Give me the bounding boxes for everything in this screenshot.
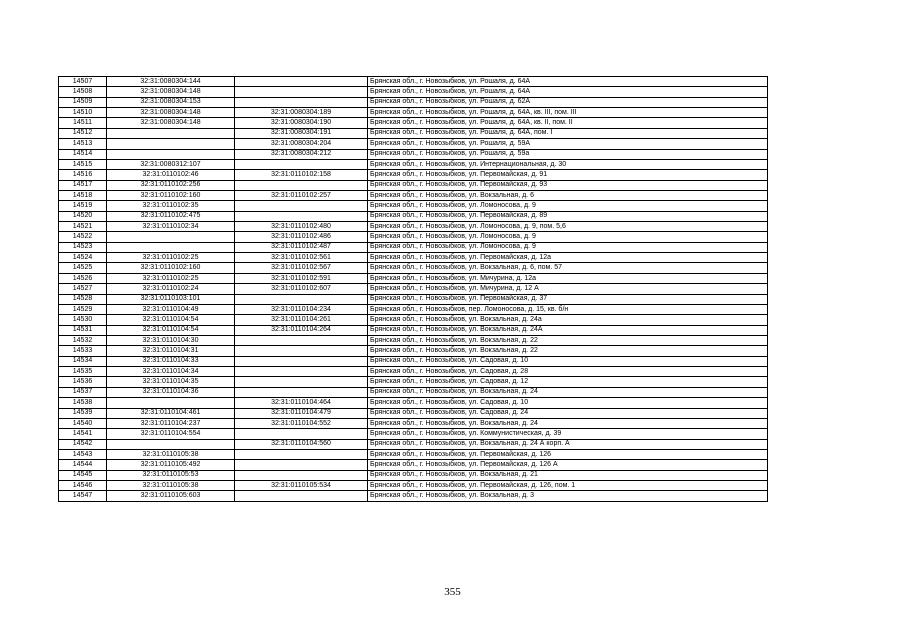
row-number-cell: 14523 — [59, 242, 107, 252]
land-parcel-number-cell — [107, 149, 235, 159]
land-parcel-number-cell: 32:31:0080304:148 — [107, 87, 235, 97]
row-number-cell: 14525 — [59, 263, 107, 273]
table-row — [59, 408, 768, 418]
object-number-cell — [235, 346, 368, 356]
object-number-cell — [235, 77, 368, 87]
cadastral-table — [58, 76, 768, 502]
object-number-cell — [235, 159, 368, 169]
address-cell: Брянская обл., г. Новозыбков, ул. Интернациональная, д. 30 — [368, 159, 768, 169]
address-cell: Брянская обл., г. Новозыбков, ул. Первомайская, д. 91 — [368, 170, 768, 180]
table-row — [59, 232, 768, 242]
address-cell: Брянская обл., г. Новозыбков, ул. Рошаля, д. 62А — [368, 97, 768, 107]
object-number-cell — [235, 335, 368, 345]
land-parcel-number-cell: 32:31:0110105:38 — [107, 449, 235, 459]
address-cell: Брянская обл., г. Новозыбков, пер. Ломоносова, д. 15, кв. б/н — [368, 304, 768, 314]
object-number-cell — [235, 367, 368, 377]
object-number-cell: 32:31:0110104:560 — [235, 439, 368, 449]
address-cell: Брянская обл., г. Новозыбков, ул. Вокзальная, д. 6, пом. 57 — [368, 263, 768, 273]
row-number-cell: 14537 — [59, 387, 107, 397]
land-parcel-number-cell — [107, 439, 235, 449]
table-row — [59, 139, 768, 149]
address-cell: Брянская обл., г. Новозыбков, ул. Первомайская, д. 126, пом. 1 — [368, 481, 768, 491]
row-number-cell: 14511 — [59, 118, 107, 128]
row-number-cell: 14529 — [59, 304, 107, 314]
row-number-cell: 14520 — [59, 211, 107, 221]
row-number-cell: 14508 — [59, 87, 107, 97]
row-number-cell: 14524 — [59, 253, 107, 263]
table-row — [59, 242, 768, 252]
object-number-cell: 32:31:0080304:191 — [235, 128, 368, 138]
address-cell: Брянская обл., г. Новозыбков, ул. Ломоносова, д. 9 — [368, 232, 768, 242]
address-cell: Брянская обл., г. Новозыбков, ул. Вокзальная, д. 22 — [368, 335, 768, 345]
table-row — [59, 128, 768, 138]
address-cell: Брянская обл., г. Новозыбков, ул. Мичурина, д. 12а — [368, 273, 768, 283]
table-row — [59, 481, 768, 491]
land-parcel-number-cell — [107, 139, 235, 149]
land-parcel-number-cell: 32:31:0110104:31 — [107, 346, 235, 356]
table-row — [59, 325, 768, 335]
table-row — [59, 87, 768, 97]
row-number-cell: 14530 — [59, 315, 107, 325]
table-row — [59, 211, 768, 221]
object-number-cell — [235, 449, 368, 459]
table-row — [59, 418, 768, 428]
object-number-cell: 32:31:0110102:158 — [235, 170, 368, 180]
address-cell: Брянская обл., г. Новозыбков, ул. Вокзальная, д. 24 — [368, 418, 768, 428]
object-number-cell: 32:31:0110104:464 — [235, 398, 368, 408]
table-row — [59, 439, 768, 449]
table-row — [59, 377, 768, 387]
object-number-cell: 32:31:0110102:257 — [235, 190, 368, 200]
row-number-cell: 14515 — [59, 159, 107, 169]
land-parcel-number-cell: 32:31:0110104:54 — [107, 325, 235, 335]
object-number-cell: 32:31:0080304:190 — [235, 118, 368, 128]
land-parcel-number-cell: 32:31:0110104:554 — [107, 429, 235, 439]
address-cell: Брянская обл., г. Новозыбков, ул. Рошаля, д. 64А — [368, 87, 768, 97]
table-row — [59, 294, 768, 304]
address-cell: Брянская обл., г. Новозыбков, ул. Коммунистическая, д. 39 — [368, 429, 768, 439]
table-row — [59, 97, 768, 107]
land-parcel-number-cell: 32:31:0110102:25 — [107, 253, 235, 263]
object-number-cell — [235, 387, 368, 397]
address-cell: Брянская обл., г. Новозыбков, ул. Рошаля, д. 64А, кв. II, пом. II — [368, 118, 768, 128]
row-number-cell: 14533 — [59, 346, 107, 356]
address-cell: Брянская обл., г. Новозыбков, ул. Первомайская, д. 126 — [368, 449, 768, 459]
land-parcel-number-cell: 32:31:0110102:34 — [107, 222, 235, 232]
land-parcel-number-cell: 32:31:0080304:148 — [107, 108, 235, 118]
row-number-cell: 14518 — [59, 190, 107, 200]
row-number-cell: 14531 — [59, 325, 107, 335]
object-number-cell: 32:31:0110102:567 — [235, 263, 368, 273]
object-number-cell: 32:31:0110104:552 — [235, 418, 368, 428]
table-row — [59, 180, 768, 190]
row-number-cell: 14539 — [59, 408, 107, 418]
object-number-cell: 32:31:0110105:534 — [235, 481, 368, 491]
cadastral-table-body — [59, 77, 768, 502]
address-cell: Брянская обл., г. Новозыбков, ул. Садовая, д. 28 — [368, 367, 768, 377]
row-number-cell: 14544 — [59, 460, 107, 470]
land-parcel-number-cell: 32:31:0110104:461 — [107, 408, 235, 418]
object-number-cell — [235, 97, 368, 107]
address-cell: Брянская обл., г. Новозыбков, ул. Первомайская, д. 12а — [368, 253, 768, 263]
table-row — [59, 491, 768, 501]
object-number-cell — [235, 87, 368, 97]
address-cell: Брянская обл., г. Новозыбков, ул. Первомайская, д. 37 — [368, 294, 768, 304]
address-cell: Брянская обл., г. Новозыбков, ул. Первомайская, д. 89 — [368, 211, 768, 221]
address-cell: Брянская обл., г. Новозыбков, ул. Ломоносова, д. 9 — [368, 201, 768, 211]
row-number-cell: 14513 — [59, 139, 107, 149]
land-parcel-number-cell: 32:31:0110102:46 — [107, 170, 235, 180]
address-cell: Брянская обл., г. Новозыбков, ул. Рошаля, д. 59а — [368, 149, 768, 159]
row-number-cell: 14535 — [59, 367, 107, 377]
land-parcel-number-cell: 32:31:0110105:603 — [107, 491, 235, 501]
object-number-cell — [235, 377, 368, 387]
land-parcel-number-cell: 32:31:0080304:153 — [107, 97, 235, 107]
object-number-cell: 32:31:0110102:487 — [235, 242, 368, 252]
address-cell: Брянская обл., г. Новозыбков, ул. Рошаля, д. 64А, пом. I — [368, 128, 768, 138]
address-cell: Брянская обл., г. Новозыбков, ул. Садовая, д. 12 — [368, 377, 768, 387]
row-number-cell: 14542 — [59, 439, 107, 449]
row-number-cell: 14526 — [59, 273, 107, 283]
row-number-cell: 14547 — [59, 491, 107, 501]
row-number-cell: 14509 — [59, 97, 107, 107]
address-cell: Брянская обл., г. Новозыбков, ул. Вокзальная, д. 24А — [368, 325, 768, 335]
row-number-cell: 14532 — [59, 335, 107, 345]
object-number-cell: 32:31:0110104:261 — [235, 315, 368, 325]
table-row — [59, 170, 768, 180]
row-number-cell: 14534 — [59, 356, 107, 366]
land-parcel-number-cell: 32:31:0110103:101 — [107, 294, 235, 304]
object-number-cell: 32:31:0110104:234 — [235, 304, 368, 314]
land-parcel-number-cell: 32:31:0110104:54 — [107, 315, 235, 325]
object-number-cell: 32:31:0080304:212 — [235, 149, 368, 159]
land-parcel-number-cell: 32:31:0080304:148 — [107, 118, 235, 128]
object-number-cell — [235, 356, 368, 366]
object-number-cell — [235, 294, 368, 304]
table-row — [59, 253, 768, 263]
address-cell: Брянская обл., г. Новозыбков, ул. Ломоносова, д. 9 — [368, 242, 768, 252]
land-parcel-number-cell: 32:31:0080312:107 — [107, 159, 235, 169]
land-parcel-number-cell: 32:31:0110104:49 — [107, 304, 235, 314]
land-parcel-number-cell: 32:31:0110102:160 — [107, 190, 235, 200]
row-number-cell: 14528 — [59, 294, 107, 304]
row-number-cell: 14538 — [59, 398, 107, 408]
table-row — [59, 190, 768, 200]
land-parcel-number-cell: 32:31:0110104:36 — [107, 387, 235, 397]
address-cell: Брянская обл., г. Новозыбков, ул. Рошаля, д. 64А, кв. III, пом. III — [368, 108, 768, 118]
object-number-cell: 32:31:0110102:561 — [235, 253, 368, 263]
address-cell: Брянская обл., г. Новозыбков, ул. Ломоносова, д. 9, пом. 5,6 — [368, 222, 768, 232]
land-parcel-number-cell — [107, 128, 235, 138]
row-number-cell: 14512 — [59, 128, 107, 138]
table-row — [59, 77, 768, 87]
row-number-cell: 14514 — [59, 149, 107, 159]
table-row — [59, 346, 768, 356]
row-number-cell: 14517 — [59, 180, 107, 190]
object-number-cell: 32:31:0080304:204 — [235, 139, 368, 149]
address-cell: Брянская обл., г. Новозыбков, ул. Садовая, д. 24 — [368, 408, 768, 418]
table-row — [59, 449, 768, 459]
table-row — [59, 304, 768, 314]
table-row — [59, 201, 768, 211]
row-number-cell: 14543 — [59, 449, 107, 459]
table-row — [59, 315, 768, 325]
address-cell: Брянская обл., г. Новозыбков, ул. Первомайская, д. 93 — [368, 180, 768, 190]
address-cell: Брянская обл., г. Новозыбков, ул. Вокзальная, д. 24а — [368, 315, 768, 325]
row-number-cell: 14540 — [59, 418, 107, 428]
land-parcel-number-cell: 32:31:0110104:33 — [107, 356, 235, 366]
table-row — [59, 108, 768, 118]
land-parcel-number-cell: 32:31:0110102:24 — [107, 284, 235, 294]
table-row — [59, 367, 768, 377]
object-number-cell — [235, 429, 368, 439]
table-row — [59, 284, 768, 294]
table-row — [59, 335, 768, 345]
object-number-cell: 32:31:0110102:591 — [235, 273, 368, 283]
land-parcel-number-cell: 32:31:0110105:38 — [107, 481, 235, 491]
address-cell: Брянская обл., г. Новозыбков, ул. Вокзальная, д. 3 — [368, 491, 768, 501]
land-parcel-number-cell — [107, 232, 235, 242]
object-number-cell: 32:31:0110102:486 — [235, 232, 368, 242]
address-cell: Брянская обл., г. Новозыбков, ул. Мичурина, д. 12 А — [368, 284, 768, 294]
land-parcel-number-cell: 32:31:0110102:25 — [107, 273, 235, 283]
address-cell: Брянская обл., г. Новозыбков, ул. Вокзальная, д. 24 А корп. А — [368, 439, 768, 449]
row-number-cell: 14527 — [59, 284, 107, 294]
land-parcel-number-cell: 32:31:0110105:53 — [107, 470, 235, 480]
table-row — [59, 118, 768, 128]
object-number-cell — [235, 201, 368, 211]
row-number-cell: 14522 — [59, 232, 107, 242]
row-number-cell: 14519 — [59, 201, 107, 211]
land-parcel-number-cell — [107, 398, 235, 408]
table-row — [59, 470, 768, 480]
address-cell: Брянская обл., г. Новозыбков, ул. Вокзальная, д. 22 — [368, 346, 768, 356]
table-row — [59, 263, 768, 273]
land-parcel-number-cell: 32:31:0110105:492 — [107, 460, 235, 470]
table-row — [59, 149, 768, 159]
land-parcel-number-cell: 32:31:0110104:30 — [107, 335, 235, 345]
address-cell: Брянская обл., г. Новозыбков, ул. Рошаля, д. 59А — [368, 139, 768, 149]
row-number-cell: 14541 — [59, 429, 107, 439]
address-cell: Брянская обл., г. Новозыбков, ул. Садовая, д. 10 — [368, 356, 768, 366]
object-number-cell: 32:31:0080304:189 — [235, 108, 368, 118]
object-number-cell: 32:31:0110104:264 — [235, 325, 368, 335]
land-parcel-number-cell: 32:31:0080304:144 — [107, 77, 235, 87]
land-parcel-number-cell: 32:31:0110102:256 — [107, 180, 235, 190]
object-number-cell — [235, 180, 368, 190]
object-number-cell: 32:31:0110102:607 — [235, 284, 368, 294]
row-number-cell: 14507 — [59, 77, 107, 87]
address-cell: Брянская обл., г. Новозыбков, ул. Вокзальная, д. 21 — [368, 470, 768, 480]
table-row — [59, 387, 768, 397]
row-number-cell: 14536 — [59, 377, 107, 387]
table-row — [59, 159, 768, 169]
row-number-cell: 14510 — [59, 108, 107, 118]
land-parcel-number-cell: 32:31:0110104:34 — [107, 367, 235, 377]
land-parcel-number-cell — [107, 242, 235, 252]
object-number-cell — [235, 470, 368, 480]
row-number-cell: 14521 — [59, 222, 107, 232]
land-parcel-number-cell: 32:31:0110102:35 — [107, 201, 235, 211]
table-row — [59, 460, 768, 470]
address-cell: Брянская обл., г. Новозыбков, ул. Рошаля, д. 64А — [368, 77, 768, 87]
page-number: 355 — [444, 586, 461, 598]
address-cell: Брянская обл., г. Новозыбков, ул. Вокзальная, д. 24 — [368, 387, 768, 397]
land-parcel-number-cell: 32:31:0110102:160 — [107, 263, 235, 273]
address-cell: Брянская обл., г. Новозыбков, ул. Садовая, д. 10 — [368, 398, 768, 408]
object-number-cell — [235, 491, 368, 501]
row-number-cell: 14545 — [59, 470, 107, 480]
land-parcel-number-cell: 32:31:0110102:475 — [107, 211, 235, 221]
row-number-cell: 14546 — [59, 481, 107, 491]
land-parcel-number-cell: 32:31:0110104:35 — [107, 377, 235, 387]
table-row — [59, 398, 768, 408]
table-row — [59, 273, 768, 283]
object-number-cell — [235, 460, 368, 470]
table-row — [59, 356, 768, 366]
address-cell: Брянская обл., г. Новозыбков, ул. Вокзальная, д. 6 — [368, 190, 768, 200]
table-row — [59, 222, 768, 232]
object-number-cell: 32:31:0110102:480 — [235, 222, 368, 232]
address-cell: Брянская обл., г. Новозыбков, ул. Первомайская, д. 126 А — [368, 460, 768, 470]
land-parcel-number-cell: 32:31:0110104:237 — [107, 418, 235, 428]
table-row — [59, 429, 768, 439]
object-number-cell — [235, 211, 368, 221]
row-number-cell: 14516 — [59, 170, 107, 180]
object-number-cell: 32:31:0110104:479 — [235, 408, 368, 418]
